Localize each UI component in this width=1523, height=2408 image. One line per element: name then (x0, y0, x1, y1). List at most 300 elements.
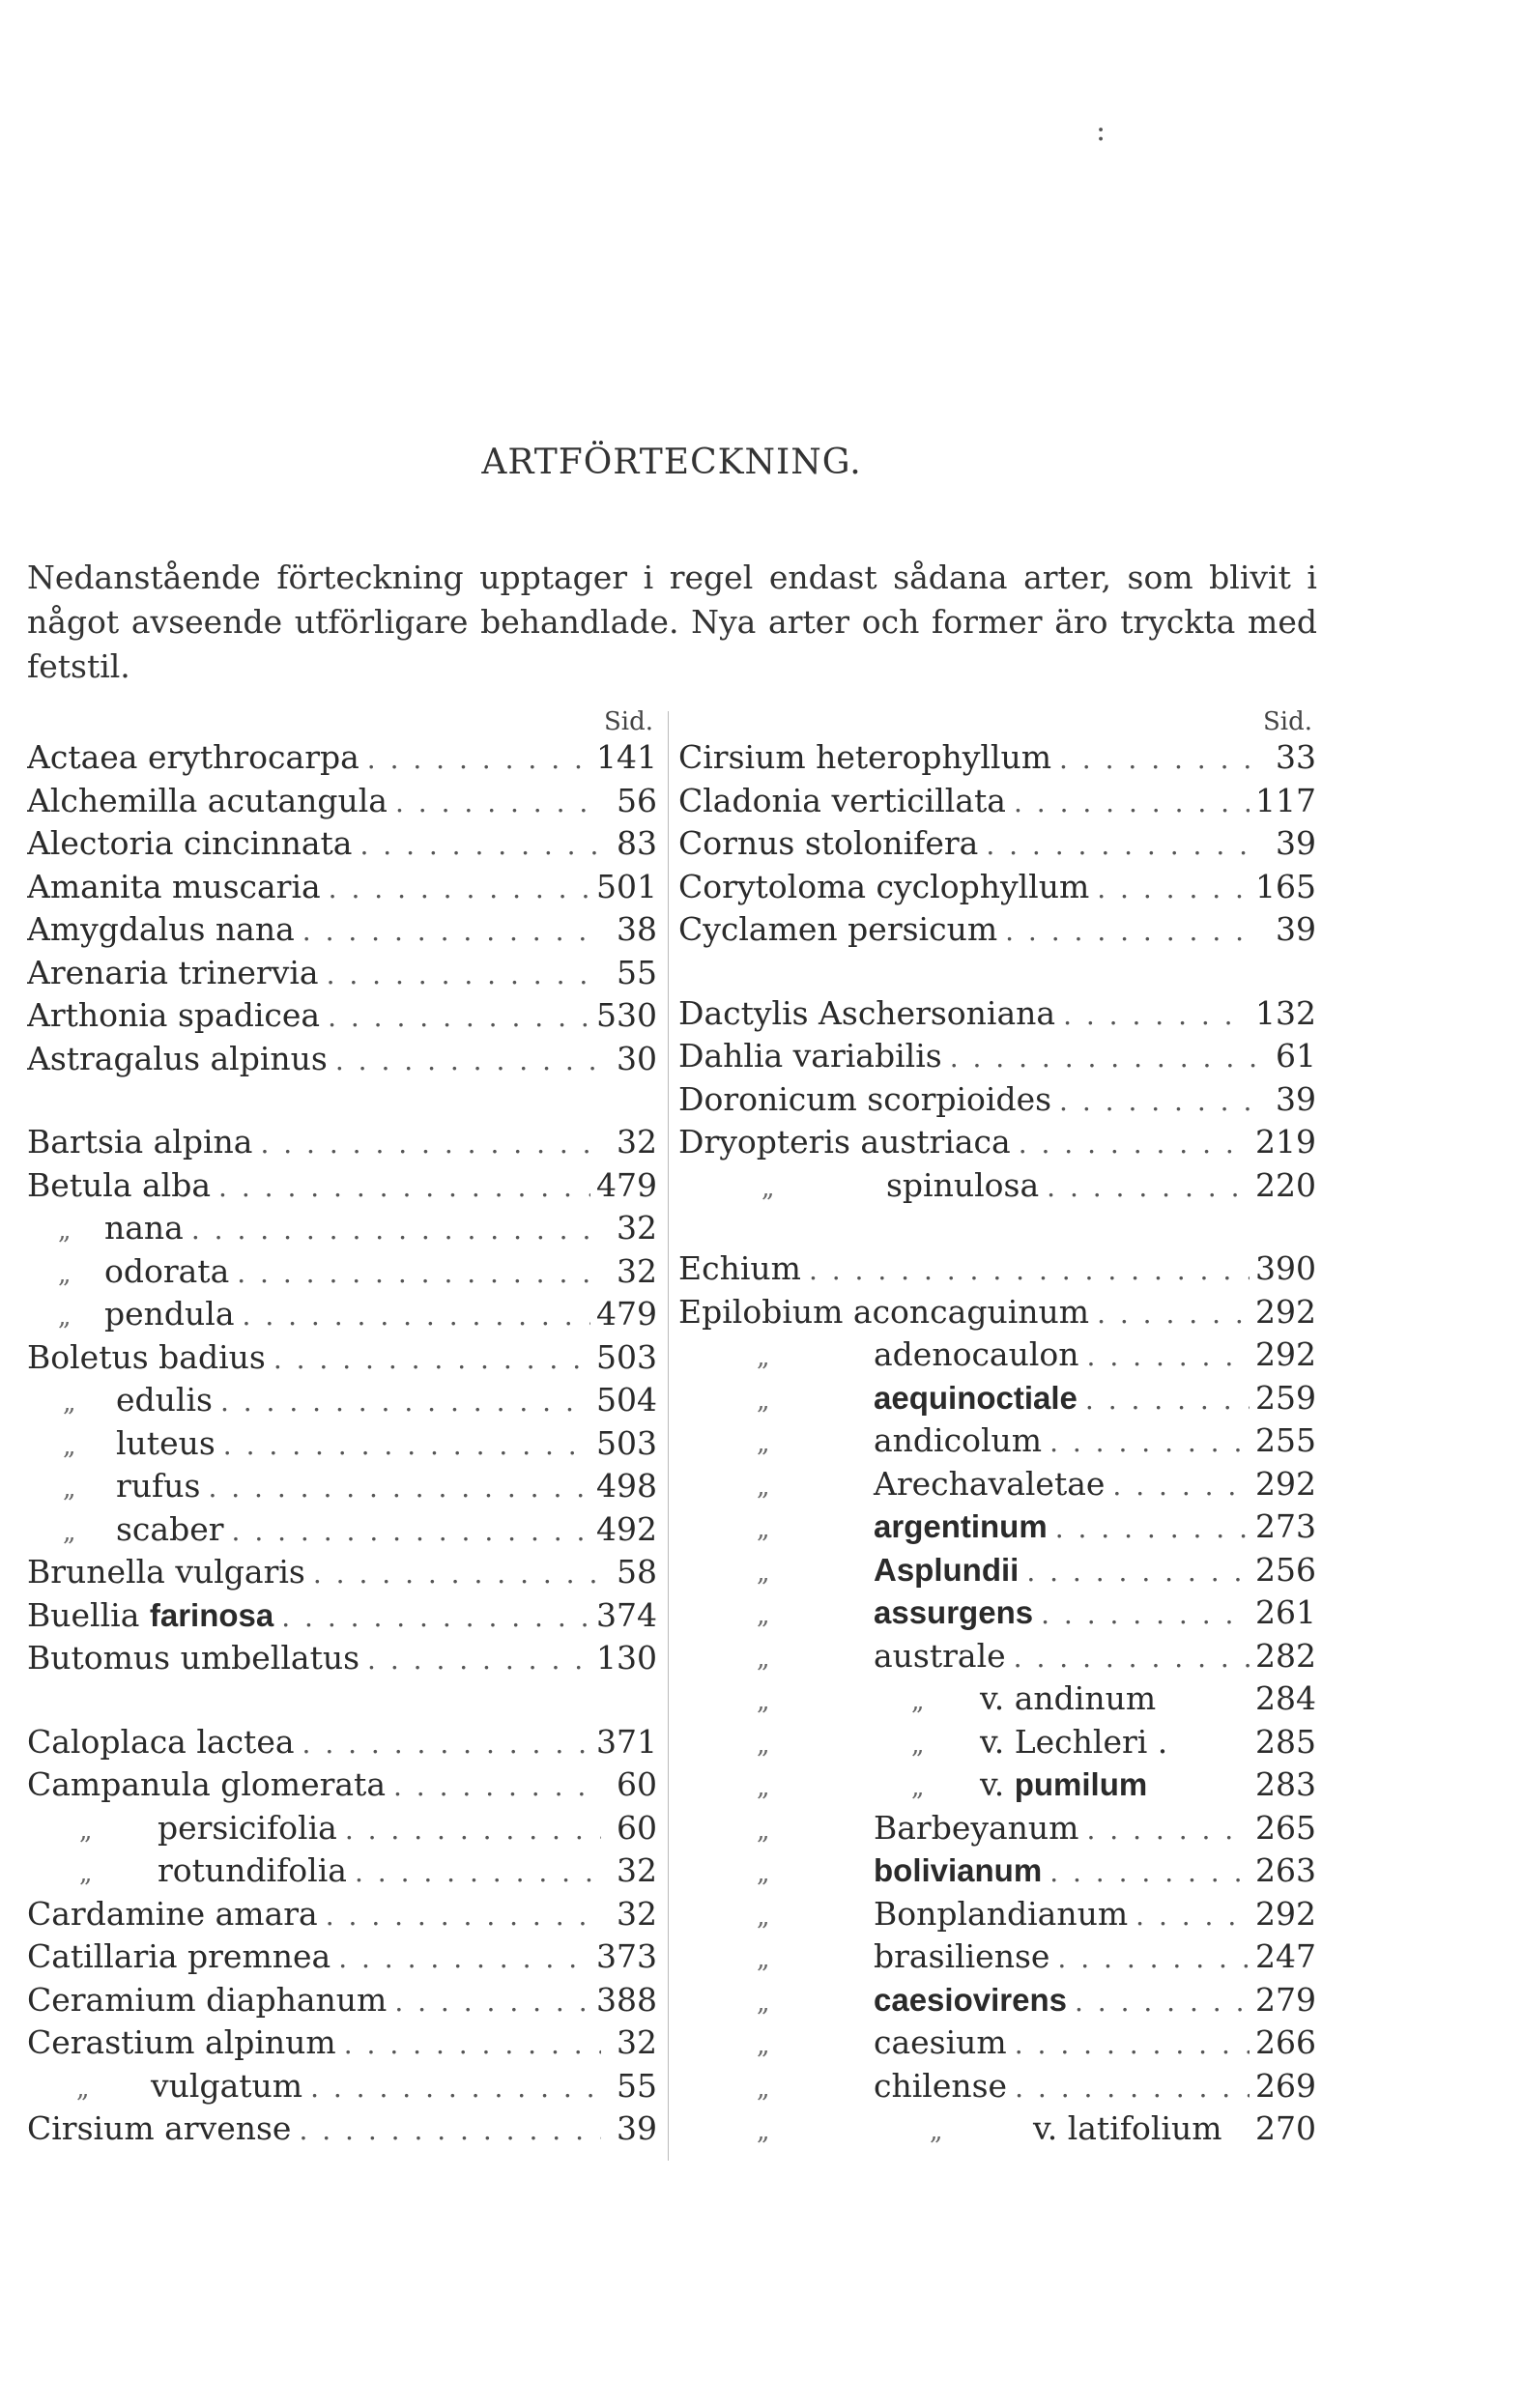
species-name-text: Cladonia verticillata (678, 781, 1006, 819)
new-species-name: Asplundii (874, 1551, 1020, 1588)
page-number: 39 (1276, 824, 1316, 862)
page-number: 263 (1255, 1851, 1316, 1889)
species-name (27, 910, 295, 948)
page-number: 247 (1255, 1937, 1316, 1975)
species-name (27, 1895, 318, 1933)
species-name-text: odorata (104, 1251, 230, 1290)
page-number: 39 (1276, 1079, 1316, 1118)
species-name-text: Epilobium aconcaguinum (678, 1292, 1090, 1331)
index-entry (678, 1937, 1316, 1981)
index-entry (27, 1765, 657, 1809)
ditto-mark: „ (757, 1386, 770, 1416)
species-name-text: rotundifolia (158, 1851, 347, 1889)
page-number: 130 (596, 1639, 657, 1677)
species-name (874, 1809, 1078, 1847)
species-name (874, 1335, 1079, 1373)
page-number: 292 (1255, 1292, 1316, 1331)
dot-leader (224, 1515, 590, 1547)
species-name (27, 824, 352, 862)
species-name-text: Betula alba (27, 1165, 212, 1204)
index-entry (27, 910, 657, 954)
ditto-mark: „ (58, 1303, 72, 1332)
index-entry (678, 1851, 1316, 1895)
index-entry (678, 2109, 1316, 2153)
species-name-text: v. Lechleri . (980, 1722, 1168, 1761)
page-number: 479 (596, 1165, 657, 1204)
species-name-text: Bartsia alpina (27, 1123, 253, 1161)
ditto-mark: „ (58, 1217, 72, 1246)
ditto-mark: „ (63, 1389, 76, 1418)
species-name (27, 1553, 305, 1591)
page-number: 373 (596, 1937, 657, 1975)
species-name (874, 1507, 1048, 1545)
page-number: 33 (1276, 738, 1316, 776)
index-entry (27, 1639, 657, 1682)
species-name-text: Actaea erythrocarpa (27, 738, 359, 776)
species-name (874, 1637, 1006, 1675)
index-entry (678, 1723, 1316, 1766)
index-entry (678, 738, 1316, 782)
page-column-label: Sid. (603, 707, 653, 736)
ditto-mark: „ (757, 2074, 770, 2104)
dot-leader (235, 1300, 590, 1332)
index-spacer (678, 1209, 1316, 1249)
ditto-mark: „ (757, 1343, 770, 1372)
page-number: 388 (596, 1980, 657, 2019)
page-number: 284 (1255, 1679, 1316, 1717)
dot-leader (1033, 1598, 1250, 1630)
dot-leader (1055, 999, 1250, 1031)
species-name-text: Arthonia spadicea (27, 996, 321, 1034)
new-species-name: aequinoctiale (874, 1379, 1078, 1416)
species-name (874, 1593, 1033, 1631)
species-name (980, 1723, 1167, 1761)
index-entry (27, 1895, 657, 1938)
species-name (980, 1765, 1147, 1803)
index-entry (678, 2023, 1316, 2067)
species-name-text: Dactylis Aschersoniana (678, 993, 1056, 1032)
dot-leader (291, 2114, 601, 2146)
dot-leader (997, 915, 1260, 947)
index-entry (27, 1851, 657, 1895)
ditto-mark: „ (757, 1601, 770, 1630)
page-number: 60 (617, 1808, 657, 1847)
index-entry (678, 1895, 1316, 1938)
dot-leader (347, 1856, 601, 1888)
species-name-text: Cerastium alpinum (27, 2023, 336, 2061)
species-name-text: australe (874, 1636, 1006, 1675)
index-entry (27, 1510, 657, 1554)
dot-leader (305, 1558, 601, 1590)
index-entry (678, 1593, 1316, 1637)
ditto-mark: „ (911, 1773, 925, 1802)
page-number: 259 (1255, 1378, 1316, 1417)
page-number: 374 (596, 1595, 657, 1634)
species-name (27, 2023, 336, 2061)
dot-leader (388, 787, 601, 818)
species-name-text: adenocaulon (874, 1335, 1079, 1373)
index-entry (678, 1507, 1316, 1551)
ditto-mark: „ (757, 1687, 770, 1716)
dot-leader (1067, 1986, 1250, 2018)
species-name-text: luteus (116, 1423, 216, 1462)
index-entry (27, 1723, 657, 1766)
dot-leader (1006, 1642, 1250, 1674)
page-number: 265 (1255, 1808, 1316, 1847)
dot-leader (211, 1171, 590, 1203)
species-name-text: vulgatum (151, 2066, 303, 2105)
dot-leader (978, 829, 1260, 861)
species-name-text: Cardamine amara (27, 1894, 318, 1933)
species-name (678, 868, 1089, 905)
dot-leader (1042, 1856, 1250, 1888)
new-species-name: pumilum (1014, 1766, 1148, 1802)
ditto-mark: „ (757, 1429, 770, 1458)
ditto-mark: „ (757, 2117, 770, 2146)
species-name (27, 1166, 211, 1204)
index-entry (678, 868, 1316, 911)
species-name-text: Caloplaca lactea (27, 1722, 295, 1761)
ditto-mark: „ (911, 1730, 925, 1760)
index-entry (27, 782, 657, 825)
index-entry (27, 1252, 657, 1296)
dot-leader (1006, 787, 1250, 818)
species-name (874, 1851, 1042, 1889)
page-number: 38 (617, 910, 657, 948)
species-name (678, 782, 1006, 819)
species-name-text: Brunella vulgaris (27, 1553, 305, 1591)
page-number: 292 (1255, 1894, 1316, 1933)
index-entry (27, 2067, 657, 2110)
species-name (678, 824, 978, 862)
species-name (104, 1252, 229, 1290)
index-entry (27, 1809, 657, 1852)
ditto-mark: „ (63, 1431, 76, 1461)
page-number: 220 (1255, 1165, 1316, 1204)
species-name (874, 1551, 1019, 1589)
page-number: 479 (596, 1295, 657, 1333)
index-entry (678, 1981, 1316, 2024)
dot-leader (1051, 743, 1260, 775)
index-entry (27, 1040, 657, 1083)
ditto-mark: „ (757, 1644, 770, 1674)
ditto-mark: „ (757, 2031, 770, 2060)
species-name (27, 1981, 387, 2019)
species-name-text: Cyclamen persicum (678, 910, 998, 948)
dot-leader (302, 2072, 601, 2104)
index-entry (27, 1295, 657, 1338)
index-entry (27, 868, 657, 911)
index-entry (27, 1209, 657, 1252)
page-number: 39 (617, 2109, 657, 2147)
ditto-mark: „ (911, 1687, 925, 1716)
index-entry (678, 1249, 1316, 1293)
page-number: 56 (617, 781, 657, 819)
species-name (874, 2067, 1007, 2105)
dot-leader (359, 1644, 590, 1676)
index-entry (27, 1981, 657, 2024)
species-name-text: Campanula glomerata (27, 1765, 386, 1803)
page-number: 498 (596, 1467, 657, 1505)
species-name (158, 1851, 347, 1889)
species-name (27, 1123, 252, 1161)
page-number: 279 (1255, 1980, 1316, 2019)
page-number: 165 (1255, 867, 1316, 905)
dot-leader (1078, 1814, 1250, 1846)
species-name-text: Dahlia variabilis (678, 1037, 942, 1075)
species-name-text: pendula (104, 1295, 235, 1333)
species-name-text: Cornus stolonifera (678, 824, 979, 862)
species-name (27, 868, 321, 905)
ditto-mark: „ (762, 1173, 775, 1203)
page-number: 83 (617, 824, 657, 862)
index-entry (678, 910, 1316, 954)
species-name-text: Boletus badius (27, 1337, 266, 1376)
dot-leader (216, 1429, 590, 1461)
index-entry (678, 782, 1316, 825)
page-number: 55 (617, 2066, 657, 2105)
page-number: 61 (1276, 1037, 1316, 1075)
dot-leader (1048, 1512, 1250, 1544)
dot-leader (1079, 1340, 1250, 1372)
page-number: 32 (617, 1123, 657, 1161)
dot-leader (359, 743, 590, 775)
species-name (27, 1338, 266, 1376)
index-entry (27, 1424, 657, 1468)
index-entry (27, 1467, 657, 1510)
ditto-mark: „ (757, 1988, 770, 2018)
ditto-mark: „ (757, 1773, 770, 1802)
species-name (874, 1379, 1078, 1417)
species-name (27, 1723, 295, 1761)
species-name-text: persicifolia (158, 1808, 337, 1847)
dot-leader (295, 1728, 590, 1760)
species-name-text: rufus (116, 1467, 201, 1505)
new-species-name: argentinum (874, 1508, 1048, 1544)
dot-leader (266, 1343, 590, 1375)
dot-leader (337, 1814, 601, 1846)
species-name (27, 782, 388, 819)
species-name-text: Catillaria premnea (27, 1937, 331, 1975)
species-name-text: spinulosa (886, 1165, 1040, 1204)
new-species-name: caesiovirens (874, 1981, 1067, 2018)
page-number: 55 (617, 953, 657, 991)
dot-leader (321, 873, 590, 904)
dot-leader (1049, 1942, 1250, 1974)
dot-leader (229, 1257, 601, 1289)
species-name (678, 1037, 942, 1075)
species-name (116, 1424, 216, 1462)
index-entry (678, 2067, 1316, 2110)
species-name (27, 1765, 386, 1803)
ditto-mark: „ (757, 1730, 770, 1760)
species-name-text: Corytoloma cyclophyllum (678, 867, 1090, 905)
species-name-text: Alchemilla acutangula (27, 781, 388, 819)
right-column (678, 707, 1316, 2153)
species-name-text: Bonplandianum (874, 1894, 1129, 1933)
dot-leader (942, 1042, 1260, 1074)
species-name (1033, 2109, 1222, 2147)
species-name (678, 1293, 1089, 1331)
page-number: 32 (617, 1209, 657, 1247)
index-entry (678, 1421, 1316, 1465)
index-entry (678, 994, 1316, 1038)
page-number: 256 (1255, 1550, 1316, 1589)
species-name-text: andicolum (874, 1421, 1043, 1459)
species-name (678, 1080, 1051, 1118)
page-number: 292 (1255, 1464, 1316, 1503)
page-number: 283 (1255, 1765, 1316, 1803)
page-number: 292 (1255, 1335, 1316, 1373)
ditto-mark: „ (757, 1945, 770, 1974)
species-name-text: Arenaria trinervia (27, 953, 319, 991)
page-mark: : (1096, 114, 1106, 148)
dot-leader (320, 1001, 590, 1033)
ditto-mark: „ (757, 1472, 770, 1502)
index-entry (678, 1679, 1316, 1723)
dot-leader (1089, 1298, 1250, 1330)
page-number: 141 (596, 738, 657, 776)
page-number: 261 (1255, 1593, 1316, 1631)
page-number: 30 (617, 1039, 657, 1077)
species-name-text: Cirsium heterophyllum (678, 738, 1051, 776)
dot-leader (252, 1128, 601, 1160)
index-entry (27, 1166, 657, 1210)
page-number: 266 (1255, 2023, 1316, 2061)
dot-leader (213, 1386, 590, 1418)
page-column-label: Sid. (1262, 707, 1312, 736)
index-entry (27, 996, 657, 1040)
page-number: 270 (1255, 2109, 1316, 2147)
page-number: 269 (1255, 2066, 1316, 2105)
species-name (27, 738, 359, 776)
species-name-text: brasiliense (874, 1937, 1050, 1975)
page-number: 371 (596, 1722, 657, 1761)
species-name-text: Amygdalus nana (27, 910, 295, 948)
dot-leader (1051, 1085, 1260, 1117)
ditto-mark: „ (757, 1816, 770, 1846)
page-number: 32 (617, 1251, 657, 1290)
dot-leader (336, 2028, 601, 2060)
species-name (116, 1467, 200, 1505)
species-name-text: v. andinum (980, 1679, 1157, 1717)
index-entry (27, 2109, 657, 2153)
index-entry (678, 1166, 1316, 1210)
species-name (874, 1895, 1128, 1933)
dot-leader (1128, 1900, 1250, 1932)
species-name-text: Dryopteris austriaca (678, 1123, 1011, 1161)
page-number: 60 (617, 1765, 657, 1803)
page-number: 530 (596, 996, 657, 1034)
species-name-text: nana (104, 1209, 184, 1247)
page-number: 219 (1255, 1123, 1316, 1161)
ditto-mark: „ (757, 1859, 770, 1888)
species-name (27, 1639, 359, 1677)
dot-leader (318, 1900, 601, 1932)
index-entry (678, 1551, 1316, 1594)
species-name-text: scaber (116, 1509, 224, 1548)
page-number: 58 (617, 1553, 657, 1591)
species-name (874, 1937, 1049, 1975)
ditto-mark: „ (757, 1902, 770, 1932)
page-number: 501 (596, 867, 657, 905)
species-name (874, 1465, 1105, 1503)
page-number: 132 (1255, 993, 1316, 1032)
dot-leader (273, 1601, 590, 1633)
species-name (886, 1166, 1039, 1204)
page-title: ARTFÖRTECKNING. (481, 443, 862, 482)
species-name (116, 1510, 224, 1548)
species-name (104, 1209, 184, 1247)
index-entry (27, 1123, 657, 1166)
dot-leader (1011, 1128, 1250, 1160)
index-spacer (678, 954, 1316, 994)
ditto-mark: „ (63, 1517, 76, 1547)
index-entry (678, 1293, 1316, 1336)
dot-leader (1007, 2028, 1250, 2060)
ditto-mark: „ (58, 1259, 72, 1289)
species-name-text: Cirsium arvense (27, 2109, 292, 2147)
index-entry (678, 1465, 1316, 1508)
species-name-text: edulis (116, 1381, 213, 1419)
index-entry (678, 1765, 1316, 1809)
new-species-name: assurgens (874, 1594, 1034, 1630)
index-entry (27, 824, 657, 868)
species-name (27, 1937, 330, 1975)
dot-leader (1007, 2072, 1250, 2104)
species-name (874, 1981, 1067, 2019)
dot-leader (295, 915, 601, 947)
species-name (27, 1596, 273, 1634)
page-number: 255 (1255, 1421, 1316, 1459)
species-name-text: Echium (678, 1249, 801, 1287)
species-name (151, 2067, 302, 2105)
ditto-mark: „ (930, 2117, 943, 2146)
dot-leader (801, 1254, 1250, 1286)
column-divider (668, 711, 669, 2161)
index-entry (678, 1809, 1316, 1852)
dot-leader (184, 1214, 601, 1246)
dot-leader (1089, 873, 1250, 904)
index-entry (678, 824, 1316, 868)
dot-leader (1078, 1384, 1250, 1416)
species-name (678, 910, 997, 948)
left-column (27, 707, 657, 2153)
species-name-text: Butomus umbellatus (27, 1639, 360, 1677)
ditto-mark: „ (79, 1859, 93, 1888)
ditto-mark: „ (63, 1475, 76, 1504)
new-species-name: farinosa (149, 1596, 274, 1633)
page-number: 492 (596, 1509, 657, 1548)
dot-leader (1019, 1556, 1250, 1588)
index-entry (678, 1123, 1316, 1166)
species-name (678, 1123, 1011, 1161)
index-entry (27, 738, 657, 782)
new-species-name: bolivianum (874, 1852, 1043, 1888)
species-name (27, 954, 319, 991)
species-name-text: Astragalus alpinus (27, 1039, 328, 1077)
dot-leader (319, 959, 601, 990)
page-number: 273 (1255, 1507, 1316, 1545)
species-name (27, 996, 320, 1034)
index-entry (678, 1335, 1316, 1379)
species-name (874, 1421, 1042, 1459)
species-name-text: v. (980, 1765, 1005, 1803)
page-number: 39 (1276, 910, 1316, 948)
species-name-text: Amanita muscaria (27, 867, 321, 905)
page-number: 32 (617, 1894, 657, 1933)
index-entry (27, 1937, 657, 1981)
